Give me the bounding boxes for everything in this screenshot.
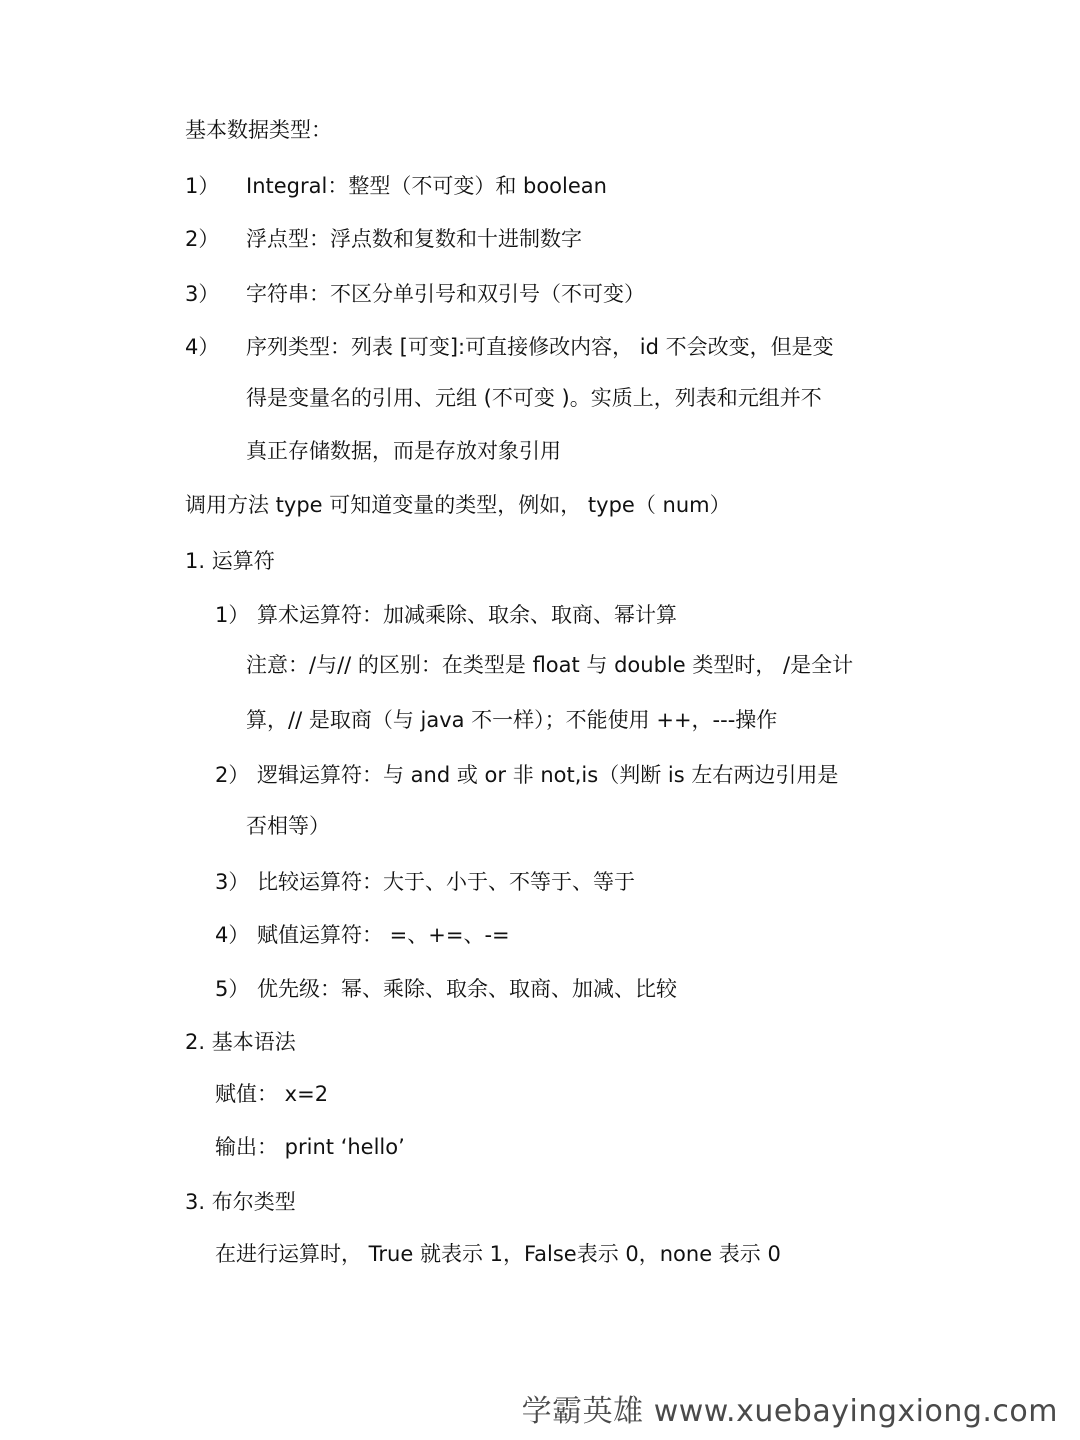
type-4-line-2: 得是变量名的引用、元组 (不可变 )。实质上，列表和元组并不: [246, 386, 822, 410]
type-4-number: 4）: [185, 335, 220, 359]
type-3-number: 3）: [185, 282, 220, 306]
operator-4-number: 4）: [215, 923, 250, 947]
section-3-title: 3. 布尔类型: [185, 1190, 296, 1214]
syntax-assign: 赋值： x=2: [215, 1082, 329, 1106]
type-1-text: Integral：整型（不可变）和 boolean: [246, 174, 607, 198]
watermark: 学霸英雄 www.xuebayingxiong.com: [521, 1394, 1058, 1429]
type-4-line-1: 序列类型：列表 [可变]:可直接修改内容， id 不会改变，但是变: [246, 335, 834, 359]
operator-2-line-2: 否相等）: [246, 814, 330, 838]
operator-5-number: 5）: [215, 977, 250, 1001]
type-1-number: 1）: [185, 174, 220, 198]
type-4-line-3: 真正存储数据，而是存放对象引用: [246, 439, 561, 463]
operator-5-text: 优先级：幂、乘除、取余、取商、加减、比较: [257, 977, 677, 1001]
operator-3-number: 3）: [215, 870, 250, 894]
operator-4-text: 赋值运算符： =、+=、-=: [257, 923, 510, 947]
type-call-text: 调用方法 type 可知道变量的类型，例如， type（ num）: [185, 493, 731, 517]
operator-3-text: 比较运算符：大于、小于、不等于、等于: [257, 870, 635, 894]
operator-2-line-1: 逻辑运算符：与 and 或 or 非 not,is（判断 is 左右两边引用是: [257, 763, 839, 787]
syntax-output: 输出： print ‘hello’: [215, 1135, 405, 1159]
operator-2-number: 2）: [215, 763, 250, 787]
type-3-text: 字符串：不区分单引号和双引号（不可变）: [246, 282, 645, 306]
type-2-text: 浮点型：浮点数和复数和十进制数字: [246, 227, 582, 251]
heading-basic-types: 基本数据类型：: [185, 118, 332, 142]
operator-1-note-line-2: 算，// 是取商（与 java 不一样）；不能使用 ++，---操作: [246, 708, 778, 732]
operator-1-number: 1）: [215, 603, 250, 627]
section-2-title: 2. 基本语法: [185, 1030, 296, 1054]
operator-1-text: 算术运算符：加减乘除、取余、取商、幂计算: [257, 603, 677, 627]
operator-1-note-line-1: 注意：/与// 的区别：在类型是 float 与 double 类型时， /是全计: [246, 653, 854, 677]
type-2-number: 2）: [185, 227, 220, 251]
boolean-text: 在进行运算时， True 就表示 1，False表示 0，none 表示 0: [215, 1242, 781, 1266]
section-1-title: 1. 运算符: [185, 549, 275, 573]
